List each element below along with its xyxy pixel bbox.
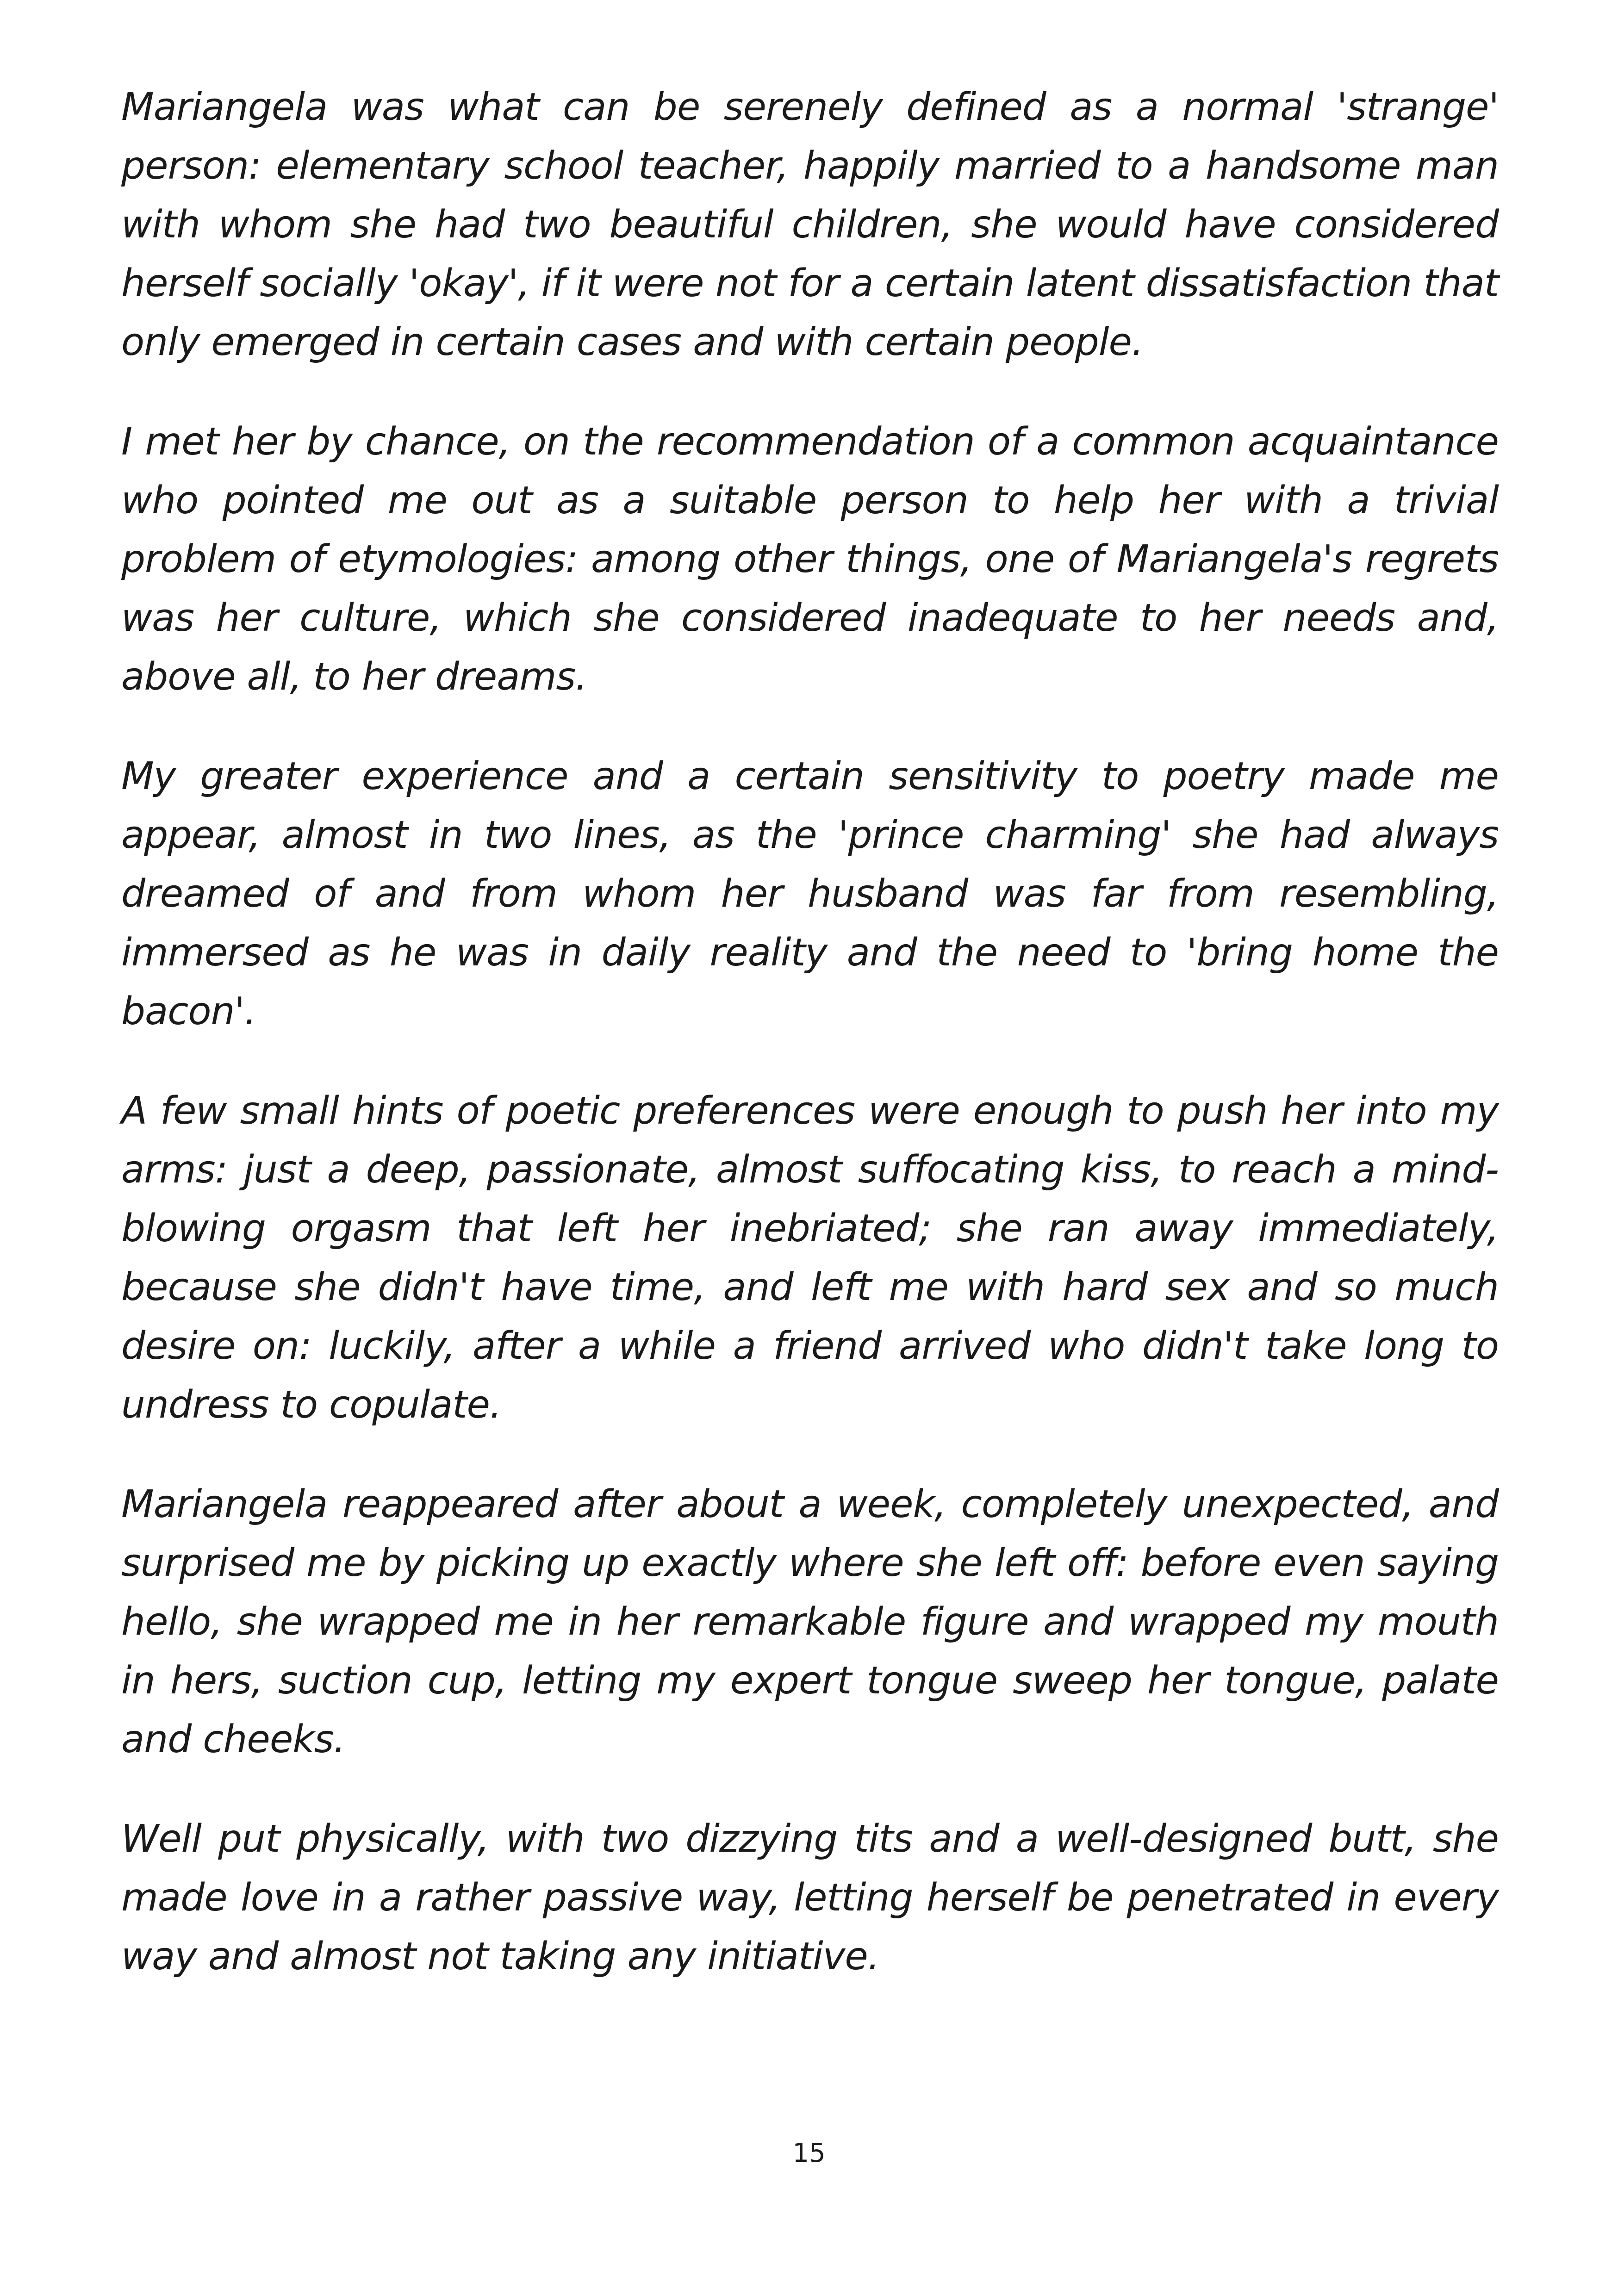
paragraph-4: A few small hints of poetic preferences were enough to push her into my arms: just a deep, passionate, almost suffocating kiss, to reach a mind-blowing orgasm that left her inebriated; she ran away immediately, because she didn't have time, and left me with hard sex and so much desire on: luckily, after a while a friend arrived who didn't take long to undress to copulate. bbox=[121, 1089, 1499, 1427]
paragraph-3: My greater experience and a certain sensitivity to poetry made me appear, almost in two lines, as the 'prince charming' she had always dreamed of and from whom her husband was far from resembling, immersed as he was in daily reality and the need to 'bring home the bacon'. bbox=[121, 754, 1499, 1033]
paragraph-1: Mariangela was what can be serenely defined as a normal 'strange' person: elementary school teacher, happily married to a handsome man with whom she had two beautiful children, she would have considered herself socially 'okay', if it were not for a certain latent dissatisfaction that only emerged in certain cases and with certain people. bbox=[121, 85, 1499, 364]
paragraph-2: I met her by chance, on the recommendation of a common acquaintance who pointed me out as a suitable person to help her with a trivial problem of etymologies: among other things, one of Mariangela's regrets was her culture, which she considered inadequate to her needs and, above all, to her dreams. bbox=[121, 420, 1499, 699]
page-number: 15 bbox=[792, 2138, 826, 2168]
body-text bbox=[121, 78, 1499, 2027]
paragraph-5: Mariangela reappeared after about a week, completely unexpected, and surprised me by picking up exactly where she left off: before even saying hello, she wrapped me in her remarkable figure and wrapped my mouth in hers, suction cup, letting my expert tongue sweep her tongue, palate and cheeks. bbox=[121, 1482, 1499, 1761]
paragraph-6: Well put physically, with two dizzying tits and a well-designed butt, she made love in a rather passive way, letting herself be penetrated in every way and almost not taking any initiative. bbox=[121, 1817, 1499, 1979]
